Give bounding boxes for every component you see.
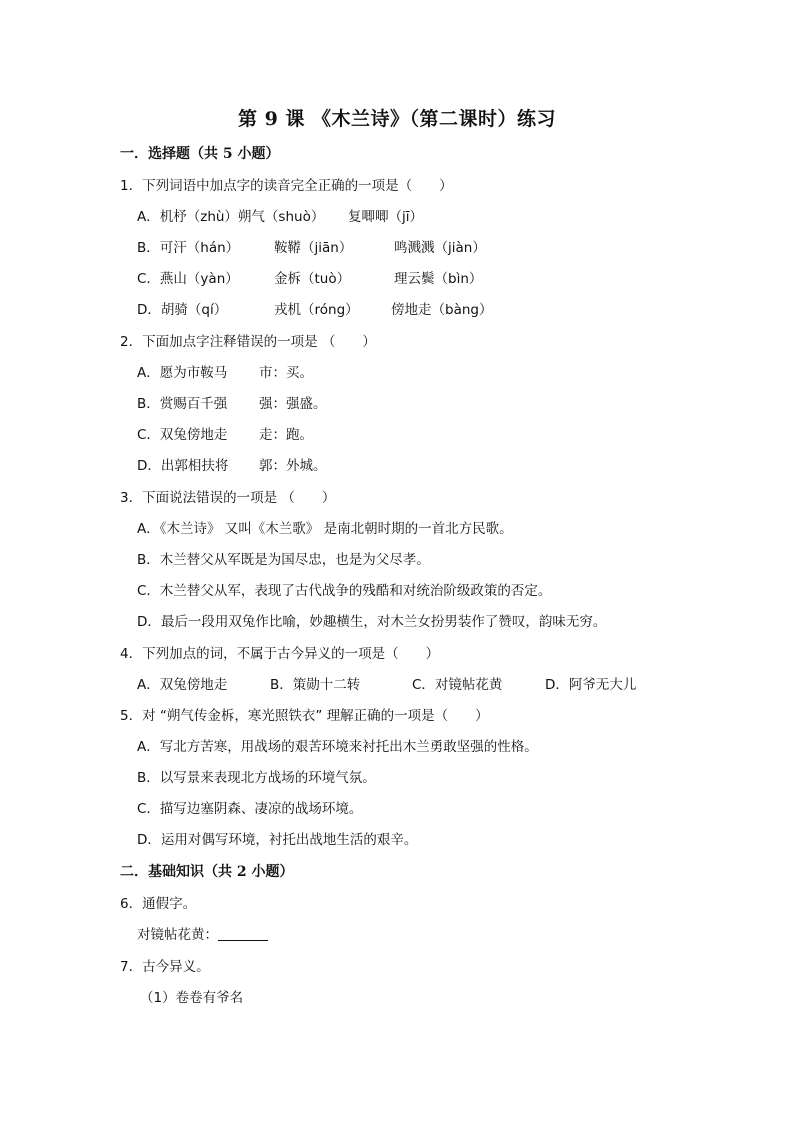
question-3-option-b: B．木兰替父从军既是为国尽忠，也是为父尽孝。 xyxy=(137,552,430,568)
page-title: 第 9 课 《木兰诗》（第二课时）练习 xyxy=(237,108,557,130)
question-2-option-c: C．双兔傍地走 走：跑。 xyxy=(137,427,313,443)
question-1-option-c: C．燕山（yàn） 金柝（tuò） 理云鬓（bìn） xyxy=(137,271,483,287)
question-4-stem: 4．下列加点的词，不属于古今异义的一项是（ ） xyxy=(120,646,440,662)
question-7-item-1: （1）卷卷有爷名 xyxy=(140,990,244,1006)
question-3-option-a: A．《木兰诗》 又叫《木兰歌》 是南北朝时期的一首北方民歌。 xyxy=(137,521,513,537)
question-4-option-c: C．对镜帖花黄 xyxy=(412,677,503,693)
question-4-option-a: A．双兔傍地走 xyxy=(137,677,228,693)
question-6-item: 对镜帖花黄： xyxy=(137,926,268,944)
question-4-option-d: D．阿爷无大儿 xyxy=(545,677,637,693)
question-1-option-b: B．可汗（hán） 鞍鞯（jiān） 鸣溅溅（jiàn） xyxy=(137,240,486,256)
question-2-option-d: D．出郭相扶将 郭：外城。 xyxy=(137,458,327,474)
question-3-option-c: C．木兰替父从军，表现了古代战争的残酷和对统治阶级政策的否定。 xyxy=(137,583,552,599)
section-heading-basics: 二．基础知识（共 2 小题） xyxy=(120,864,294,880)
question-7-stem: 7．古今异义。 xyxy=(120,959,210,975)
question-6-stem: 6．通假字。 xyxy=(120,896,197,912)
section-heading-choice: 一．选择题（共 5 小题） xyxy=(120,146,280,162)
question-2-option-a: A．愿为市鞍马 市：买。 xyxy=(137,365,313,381)
question-1-option-d: D．胡骑（qí） 戎机（róng） 傍地走（bàng） xyxy=(137,302,493,318)
question-5-option-b: B．以写景来表现北方战场的环境气氛。 xyxy=(137,770,376,786)
question-2-option-b: B．赏赐百千强 强：强盛。 xyxy=(137,396,327,412)
question-4-options xyxy=(137,676,637,694)
question-5-option-d: D．运用对偶写环境，衬托出战地生活的艰辛。 xyxy=(137,832,418,848)
question-3-option-d: D．最后一段用双兔作比喻，妙趣横生，对木兰女扮男装作了赞叹，韵味无穷。 xyxy=(137,614,607,630)
question-5-option-c: C．描写边塞阴森、凄凉的战场环境。 xyxy=(137,801,363,817)
question-1-option-a: A．机杼（zhù）朔气（shuò） 复唧唧（jī） xyxy=(137,209,424,225)
question-5-option-a: A．写北方苦寒，用战场的艰苦环境来衬托出木兰勇敢坚强的性格。 xyxy=(137,739,538,755)
question-5-stem: 5．对 “朔气传金柝，寒光照铁衣” 理解正确的一项是（ ） xyxy=(120,708,489,724)
question-2-stem: 2．下面加点字注释错误的一项是 （ ） xyxy=(120,334,376,350)
question-3-stem: 3．下面说法错误的一项是 （ ） xyxy=(120,490,336,506)
question-4-option-b: B．策勋十二转 xyxy=(270,677,361,693)
answer-blank[interactable] xyxy=(218,926,268,941)
question-1-stem: 1．下列词语中加点字的读音完全正确的一项是（ ） xyxy=(120,178,453,194)
